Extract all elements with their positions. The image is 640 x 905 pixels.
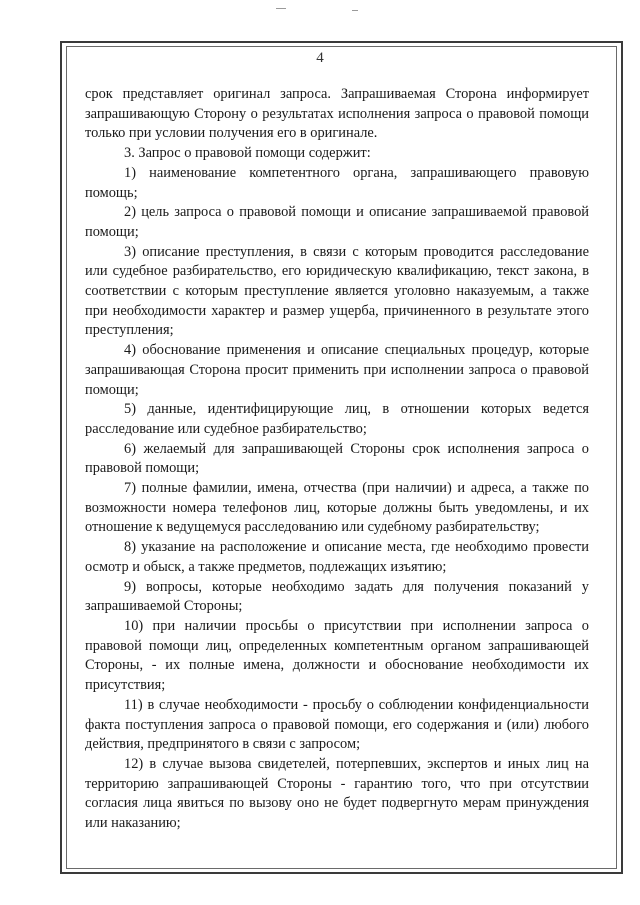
list-item: 12) в случае вызова свидетелей, потерпевших, экспертов и иных лиц на территорию запрашивающей Стороны - гарантию того, что при отсутствии согласия лица явиться по вызову оно не будет подвергнуто мерам принуждения или наказанию;	[85, 755, 589, 832]
list-item: 11) в случае необходимости - просьбу о соблюдении конфиденциальности факта поступления запроса о правовой помощи, его содержания и (или) любого действия, предпринятого в связи с запросом;	[85, 696, 589, 753]
list-item: 10) при наличии просьбы о присутствии при исполнении запроса о правовой помощи лиц, определенных компетентным органом запрашивающей Стороны, - их полные имена, должности и обоснование необходимости их присутствия;	[85, 617, 589, 694]
scan-mark	[352, 10, 358, 11]
list-item: 8) указание на расположение и описание места, где необходимо провести осмотр и обыск, а также предметов, подлежащих изъятию;	[85, 539, 589, 575]
list-item: 3) описание преступления, в связи с которым проводится расследование или судебное разбирательство, его юридическую квалификацию, текст закона, в соответствии с которым преступление является уголовно наказуемым, а также при необходимости характер и размер ущерба, причиненного в результате этого преступления;	[85, 243, 589, 339]
list-item: 4) обоснование применения и описание специальных процедур, которые запрашивающая Сторона просит применить при исполнении запроса о правовой помощи;	[85, 342, 589, 398]
list-item: 2) цель запроса о правовой помощи и описание запрашиваемой правовой помощи;	[85, 204, 589, 240]
list-item: 7) полные фамилии, имена, отчества (при наличии) и адреса, а также по возможности номера телефонов лиц, которые должны быть уведомлены, и их отношение к ведущемуся расследованию или судебному разбирательству;	[85, 480, 589, 536]
scan-mark	[276, 8, 286, 9]
list-item: 1) наименование компетентного органа, запрашивающего правовую помощь;	[85, 164, 589, 201]
list-item: 5) данные, идентифицирующие лиц, в отношении которых ведется расследование или судебное разбирательство;	[85, 401, 589, 437]
document-body	[85, 85, 589, 834]
list-item: 6) желаемый для запрашивающей Стороны срок исполнения запроса о правовой помощи;	[85, 440, 589, 477]
list-item: 9) вопросы, которые необходимо задать для получения показаний у запрашиваемой Стороны;	[85, 578, 589, 615]
page-number: 4	[316, 50, 324, 66]
paragraph: срок представляет оригинал запроса. Запрашиваемая Сторона информирует запрашивающую Сторону о результатах исполнения запроса о правовой помощи только при условии получения его в оригинале.	[85, 86, 589, 142]
section-heading: 3. Запрос о правовой помощи содержит:	[124, 145, 371, 162]
